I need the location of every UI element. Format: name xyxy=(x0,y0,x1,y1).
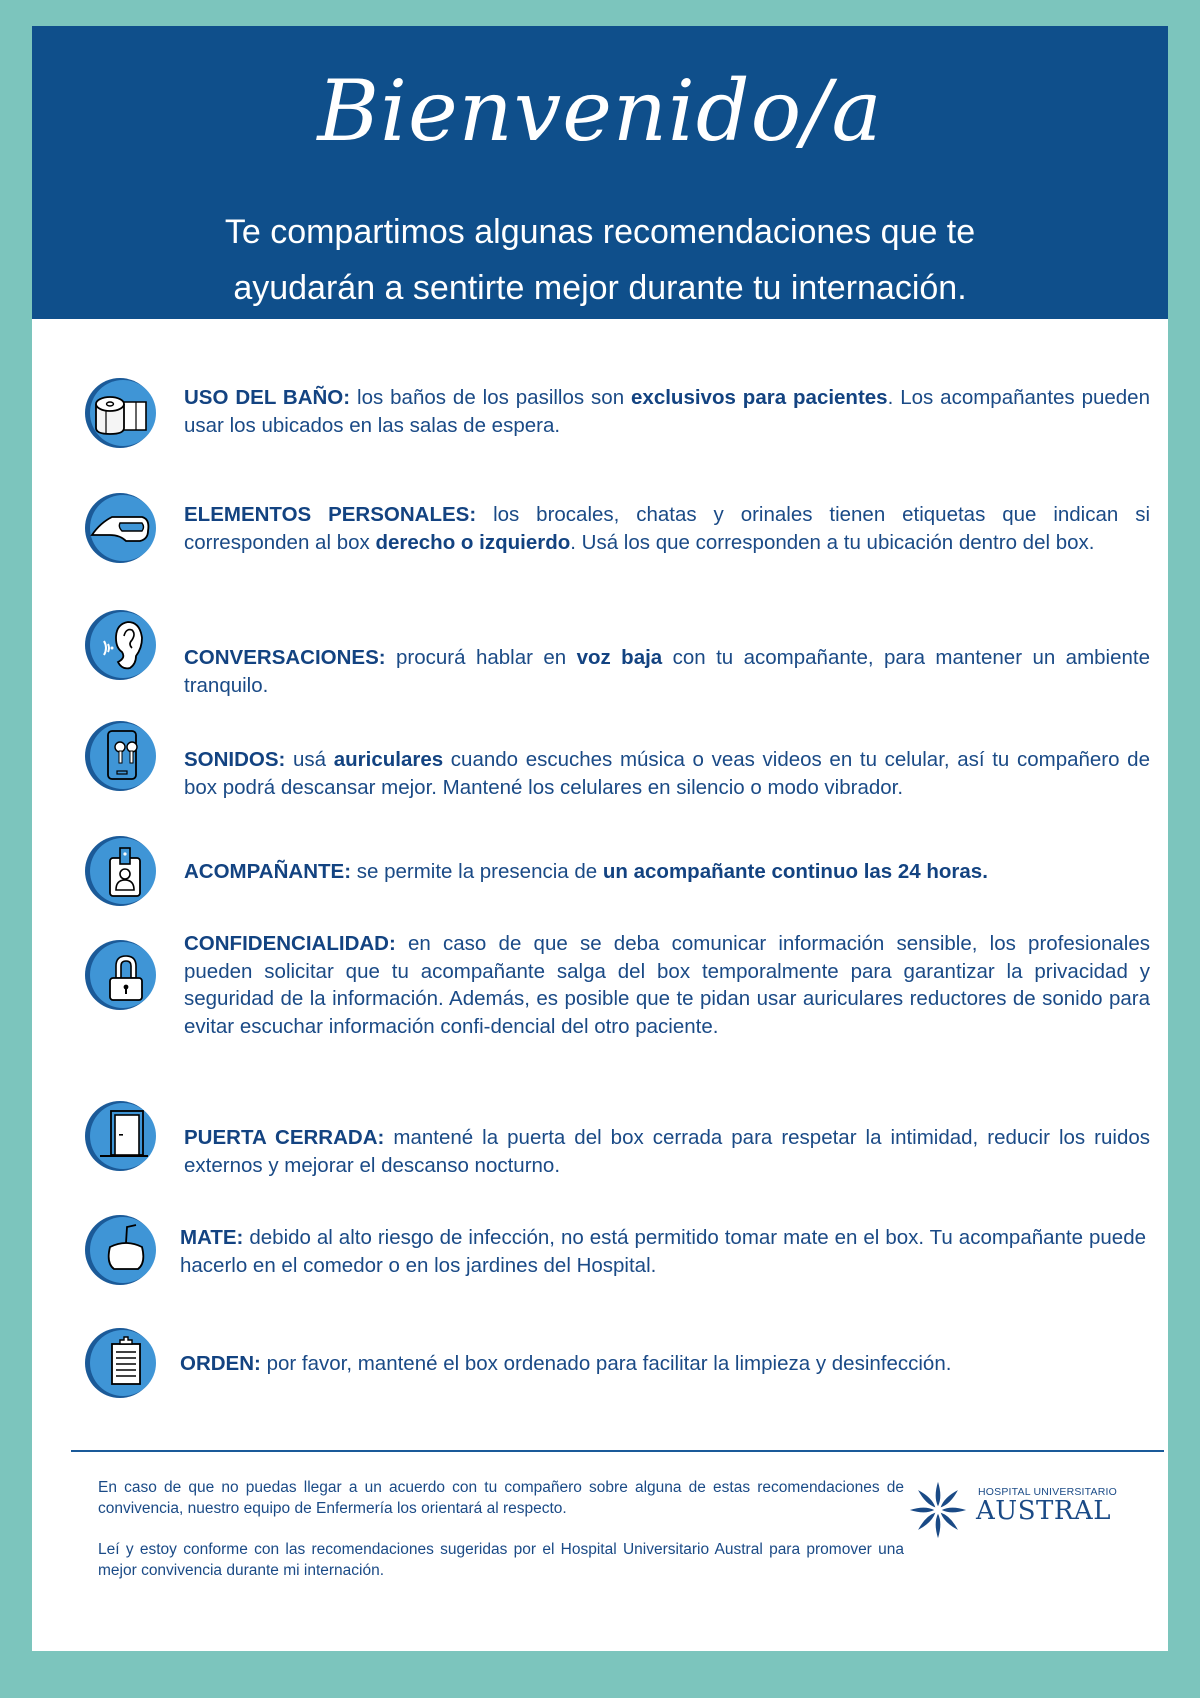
recommendation-label: CONFIDENCIALIDAD: xyxy=(184,932,396,955)
header-banner xyxy=(32,26,1168,319)
page-title: Bienvenido/a xyxy=(317,62,883,160)
recommendation-label: ELEMENTOS PERSONALES: xyxy=(184,503,477,526)
recommendation-label: ORDEN: xyxy=(180,1352,261,1375)
recommendation-text: MATE: debido al alto riesgo de infección, no está permitido tomar mate en el box. Tu acompañante puede hacerlo en el comedor o en los jardines del Hospital. xyxy=(180,1226,1146,1277)
recommendation-label: ACOMPAÑANTE: xyxy=(184,860,352,883)
recommendation-label: CONVERSACIONES: xyxy=(184,646,386,669)
logo-title: AUSTRAL xyxy=(976,1496,1111,1526)
clipboard-icon xyxy=(82,1326,156,1400)
door-icon xyxy=(82,1099,156,1173)
phone-earbuds-icon xyxy=(82,719,156,793)
recommendation-text: ELEMENTOS PERSONALES: los brocales, chatas y orinales tienen etiquetas que indican si corresponden al box derecho o izquierdo. Usá los que corresponden a tu ubicación dentro del box. xyxy=(184,503,1150,554)
recommendation-label: PUERTA CERRADA: xyxy=(184,1126,385,1149)
footer-agreement: Leí y estoy conforme con las recomendaciones sugeridas por el Hospital Universitario Austral para promover una mejor convivencia durante mi internación. xyxy=(98,1541,904,1579)
mate-icon xyxy=(82,1213,156,1287)
padlock-icon xyxy=(82,938,156,1012)
recommendation-text: ORDEN: por favor, mantené el box ordenado para facilitar la limpieza y desinfección. xyxy=(180,1352,952,1375)
bedpan-icon xyxy=(82,491,156,565)
logo-subtitle: HOSPITAL UNIVERSITARIO xyxy=(978,1486,1117,1498)
page-subtitle xyxy=(92,204,1108,316)
hospital-logo xyxy=(908,1478,1117,1542)
recommendation-text: USO DEL BAÑO: los baños de los pasillos son exclusivos para pacientes. Los acompañantes pueden usar los ubicados en las salas de espera. xyxy=(184,386,1150,437)
subtitle-line-2: ayudarán a sentirte mejor durante tu internación. xyxy=(233,269,967,307)
footer-note: En caso de que no puedas llegar a un acuerdo con tu compañero sobre alguna de estas recomendaciones de convivencia, nuestro equipo de Enfermería los orientará al respecto. xyxy=(98,1479,904,1517)
poster-panel xyxy=(32,26,1168,1651)
recommendation-text: CONFIDENCIALIDAD: en caso de que se deba comunicar información sensible, los profesionales pueden solicitar que tu acompañante salga del box temporalmente para garantizar la privacidad y seguridad de la información. Además, es posible que te pidan usar auriculares reductores de sonido para evitar escuchar información confi-dencial del otro paciente. xyxy=(184,932,1150,1038)
recommendation-label: SONIDOS: xyxy=(184,748,286,771)
recommendation-label: USO DEL BAÑO: xyxy=(184,386,351,409)
flower-logo-icon xyxy=(908,1480,968,1540)
recommendation-label: MATE: xyxy=(180,1226,244,1249)
recommendation-text: CONVERSACIONES: procurá hablar en voz baja con tu acompañante, para mantener un ambiente tranquilo. xyxy=(184,646,1151,697)
footer-divider xyxy=(71,1450,1164,1452)
subtitle-line-1: Te compartimos algunas recomendaciones que te xyxy=(224,213,976,251)
recommendation-text: ACOMPAÑANTE: se permite la presencia de un acompañante continuo las 24 horas. xyxy=(184,860,988,883)
id-badge-icon xyxy=(82,834,156,908)
recommendation-text: PUERTA CERRADA: mantené la puerta del box cerrada para respetar la intimidad, reducir los ruidos externos y mejorar el descanso nocturno. xyxy=(184,1126,1151,1177)
ear-icon xyxy=(82,608,156,682)
toilet-paper-icon xyxy=(82,376,156,450)
recommendation-text: SONIDOS: usá auriculares cuando escuches música o veas videos en tu celular, así tu compañero de box podrá descansar mejor. Mantené los celulares en silencio o modo vibrador. xyxy=(184,748,1150,799)
